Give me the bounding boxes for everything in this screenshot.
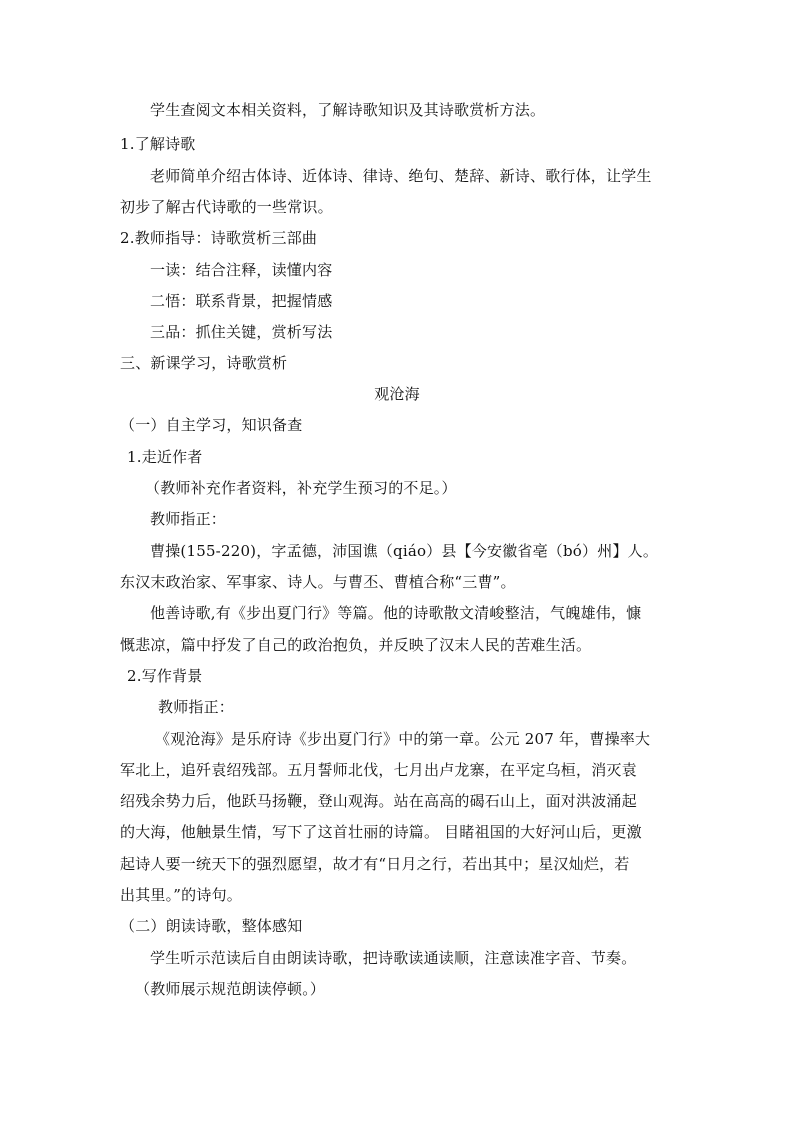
paragraph-reading: 学生听示范读后自由朗读诗歌，把诗歌读通读顺，注意读准字音、节奏。 (150, 949, 637, 967)
label-teacher-correction: 教师指正： (150, 510, 227, 528)
heading-new-lesson: 三、新课学习，诗歌赏析 (120, 354, 288, 372)
heading-teacher-guide: 2.教师指导：诗歌赏析三部曲 (120, 229, 318, 247)
paragraph-background-5: 起诗人要一统天下的强烈愿望，故才有“日月之行，若出其中；星汉灿烂，若 (120, 855, 630, 873)
heading-background: 2.写作背景 (127, 667, 203, 685)
poem-title: 观沧海 (374, 385, 420, 403)
heading-reading: （二）朗读诗歌，整体感知 (120, 917, 303, 935)
paragraph-teacher-intro-cont: 初步了解古代诗歌的一些常识。 (120, 198, 333, 216)
label-teacher-correction-2: 教师指正： (158, 698, 235, 716)
paragraph-cao-cao-bio: 曹操(155-220)，字孟德，沛国谯（qiáo）县【今安徽省亳（bó）州】人。 (150, 542, 659, 560)
paragraph-cao-cao-bio-cont: 东汉末政治家、军事家、诗人。与曹丕、曹植合称“三曹”。 (120, 573, 516, 591)
paragraph-background-3: 绍残余势力后，他跃马扬鞭，登山观海。站在高高的碣石山上，面对洪波涌起 (120, 792, 637, 810)
paragraph-background-2: 军北上，追歼袁绍残部。五月誓师北伐，七月出卢龙寨，在平定乌桓，消灭袁 (120, 761, 637, 779)
heading-self-study: （一）自主学习，知识备查 (120, 416, 303, 434)
paragraph-reading-demo: （教师展示规范朗读停顿。） (135, 980, 326, 998)
paragraph-cao-cao-poetry: 他善诗歌,有《步出夏门行》等篇。他的诗歌散文清峻整洁，气魄雄伟，慷 (150, 604, 642, 622)
step-read: 一读：结合注释，读懂内容 (150, 261, 333, 279)
paragraph-background-1: 《观沧海》是乐府诗《步出夏门行》中的第一章。公元 207 年，曹操率大 (155, 730, 651, 748)
paragraph-cao-cao-poetry-cont: 慨悲凉，篇中抒发了自己的政治抱负，并反映了汉末人民的苦难生活。 (120, 636, 592, 654)
paragraph-teacher-supplement: （教师补充作者资料，补充学生预习的不足。） (145, 479, 457, 497)
paragraph-background-4: 的大海，他触景生情，写下了这首壮丽的诗篇。 目睹祖国的大好河山后，更激 (120, 823, 642, 841)
step-appreciate: 三品：抓住关键，赏析写法 (150, 323, 333, 341)
paragraph-background-6: 出其里。”的诗句。 (120, 886, 242, 904)
paragraph-intro: 学生查阅文本相关资料，了解诗歌知识及其诗歌赏析方法。 (150, 101, 546, 119)
paragraph-teacher-intro: 老师简单介绍古体诗、近体诗、律诗、绝句、楚辞、新诗、歌行体，让学生 (150, 167, 652, 185)
step-understand: 二悟：联系背景，把握情感 (150, 292, 333, 310)
heading-author: 1.走近作者 (127, 448, 203, 466)
heading-understand-poetry: 1.了解诗歌 (120, 135, 196, 153)
